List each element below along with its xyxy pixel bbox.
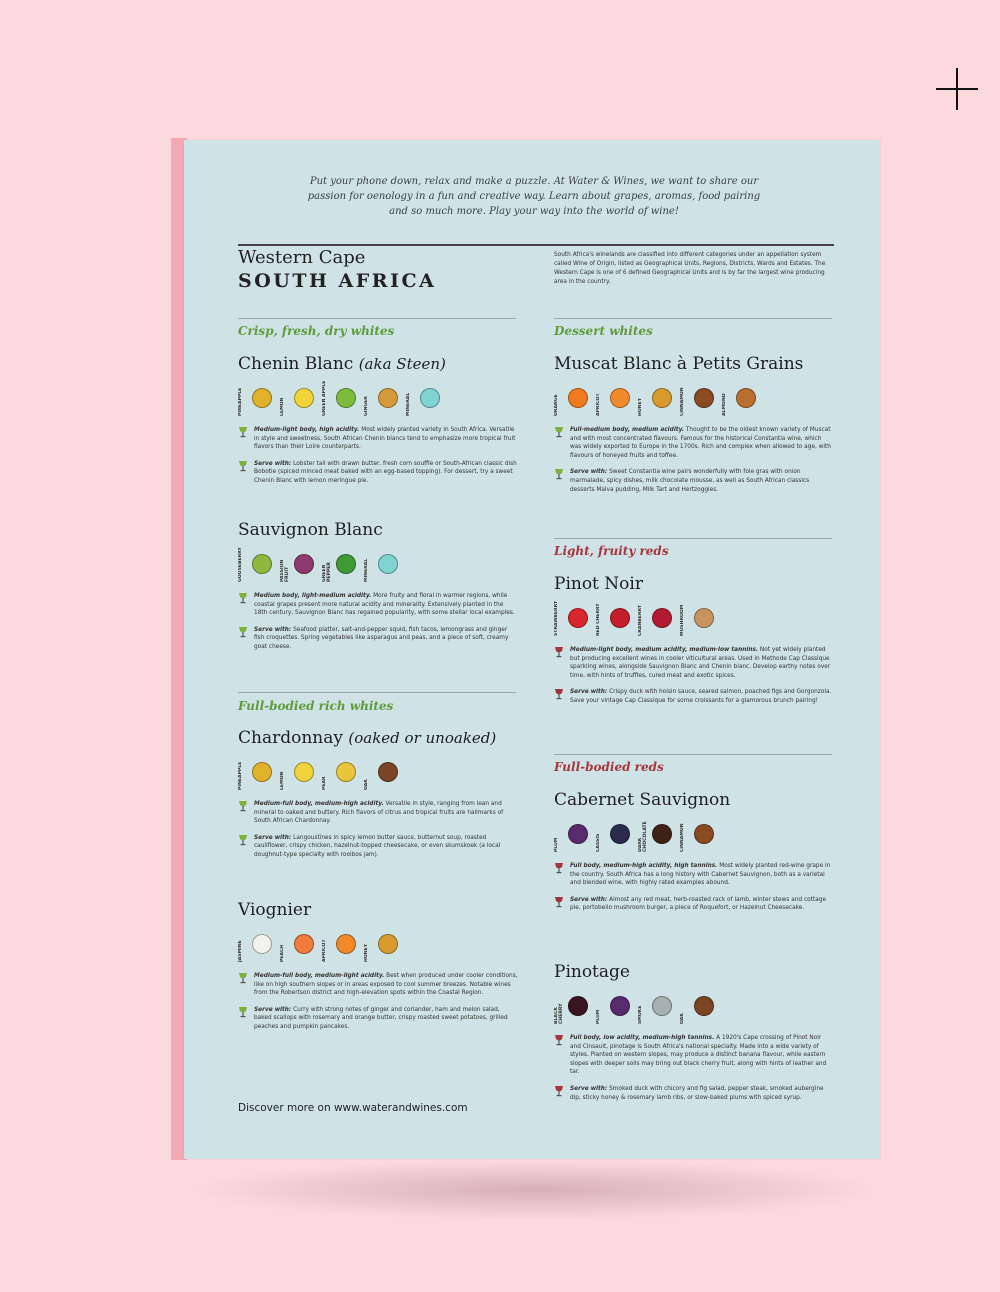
cinnamon-icon [694, 388, 714, 408]
cinnamon-icon [694, 824, 714, 844]
region-title: Western Cape [238, 247, 366, 268]
wine-glass-icon [238, 800, 248, 812]
wine-name [238, 520, 518, 540]
body-note [554, 426, 834, 460]
serve-note-text: Lobster tail with drawn butter, fresh corn souffle or South-African classic dish Bobotie (spiced minced meat baked with an egg-based topping). For dessert, try a sweet Chenin Blanc with lemon meringue pie. [254, 460, 517, 484]
country-title: SOUTH AFRICA [238, 270, 437, 292]
wine-name [554, 790, 834, 810]
wine-glass-icon [554, 646, 564, 658]
aroma-item [680, 816, 720, 852]
diamond-icon [420, 388, 440, 408]
serve-glass-icon [554, 468, 564, 480]
body-note-text: More fruity and floral in warmer regions, while coastal grapes present more natural acidity and minerality. Extensively planted in the 18th century, Sauvignon Blanc has regained popularity, with some stellar local examples. [254, 593, 515, 617]
jasmine-icon [252, 934, 272, 954]
aroma-label: PLUM [596, 1009, 601, 1024]
wine-name-text: Cabernet Sauvignon [554, 790, 731, 810]
aroma-label: BLACK CHERRY [554, 1003, 564, 1024]
wine-notes [238, 592, 518, 652]
body-note-label: Medium-full body, medium-light acidity. [254, 973, 385, 979]
aroma-item [596, 380, 636, 416]
aroma-item [554, 816, 594, 852]
section-rule [238, 692, 516, 693]
serve-glass-icon [238, 1006, 248, 1018]
aroma-item [238, 926, 278, 962]
wine-notes [554, 862, 834, 913]
passion-fruit-icon [294, 554, 314, 574]
wine-name-text: Sauvignon Blanc [238, 520, 383, 540]
aroma-label: MUSHROOM [680, 604, 685, 636]
aroma-item [322, 546, 362, 582]
serve-note-text: Almost any red meat, herb-roasted rack of lamb, winter stews and cottage pie, portobello mushroom burger, a piece of Roquefort, or Hazelnut Cheesecake. [570, 896, 827, 912]
body-note-label: Full-medium body, medium acidity. [570, 427, 685, 433]
serve-glass-icon [554, 1085, 564, 1097]
body-note-label: Full body, low acidity, medium-high tannins. [570, 1035, 715, 1041]
header-rule [238, 244, 834, 246]
wine-chardonnay [238, 728, 518, 868]
aroma-item [554, 988, 594, 1024]
serve-glass-icon [238, 834, 248, 846]
aroma-item [322, 380, 362, 416]
wine-glass-icon [238, 972, 248, 984]
serve-note-text: Langoustines in spicy lemon butter sauce, butternut soup, roasted cauliflower, crispy chicken, hazelnut-topped cheesecake, or even skumskoek (a local doughnut-type specialty with rooibos jam). [254, 834, 501, 858]
plum-icon [568, 824, 588, 844]
serve-note-text: Sweet Constantia wine pairs wonderfully with foie gras with onion marmalade, spicy dishes, milk chocolate mousse, as well as South African classics desserts Malva pudding, Milk Tart and Hertzoggies. [570, 469, 810, 493]
aroma-label: HONEY [638, 397, 643, 416]
aroma-item [638, 988, 678, 1024]
wine-sauvignon-blanc [238, 520, 518, 660]
region-description: South Africa's winelands are classified into different categories under an appellation system called Wine of Origin, listed as Geographical Units, Regions, Districts, Wards and Estates. The Western Cape is one of 6 defined Geographical Units and is by far the largest wine producing area in the country. [554, 252, 826, 285]
serve-note-label: Serve with: [254, 1006, 292, 1013]
barrel-icon [378, 762, 398, 782]
aroma-label: PASSION FRUIT [280, 559, 290, 582]
wine-glass-icon [554, 862, 564, 874]
body-note [554, 646, 834, 680]
serve-note [554, 468, 834, 494]
body-note-label: Full body, medium-high acidity, high tannins. [570, 863, 718, 869]
serve-note [238, 1006, 518, 1032]
aroma-label: LEMON [280, 771, 285, 790]
wine-cabernet-sauvignon [554, 790, 834, 921]
section-crisp-whites: Crisp, fresh, dry whites [238, 324, 395, 338]
pepper-icon [336, 554, 356, 574]
serve-note [238, 626, 518, 652]
aroma-row [238, 380, 518, 416]
serve-note [554, 1085, 834, 1102]
aroma-item [554, 380, 594, 416]
aroma-row [554, 816, 834, 852]
wine-pinotage [554, 962, 834, 1110]
wine-notes [554, 646, 834, 706]
barrel-icon [694, 996, 714, 1016]
aroma-label: CRANBERRY [638, 604, 643, 636]
aroma-item [280, 926, 320, 962]
apricot-icon [336, 934, 356, 954]
aroma-label: OAK [680, 1013, 685, 1024]
wine-notes [238, 800, 518, 860]
serve-note-label: Serve with: [570, 1085, 608, 1092]
aroma-label: SMOKE [638, 1005, 643, 1024]
lemon-icon [294, 388, 314, 408]
wine-name-text: Chenin Blanc [238, 354, 354, 374]
wine-name-text: Chardonnay [238, 728, 343, 748]
serve-note-text: Curry with strong notes of ginger and coriander, ham and melon salad, baked scallops with rosemary and orange butter, crispy roasted sweet potatoes, grilled peaches and pumpkin pancakes. [254, 1006, 508, 1030]
aroma-label: LEMON [280, 397, 285, 416]
aroma-label: GINGER [364, 396, 369, 416]
aroma-item [596, 816, 636, 852]
serve-glass-icon [554, 688, 564, 700]
body-note-label: Medium-light body, medium acidity, medium-low tannins. [570, 647, 759, 653]
zoom-plus-icon[interactable] [934, 66, 980, 112]
aroma-row [554, 380, 834, 416]
section-rule [238, 318, 516, 319]
wine-notes [554, 1034, 834, 1102]
apricot-icon [610, 388, 630, 408]
aroma-label: JASMINE [238, 940, 243, 962]
serve-glass-icon [554, 896, 564, 908]
aroma-item [638, 816, 678, 852]
mushroom-icon [694, 608, 714, 628]
serve-note [238, 834, 518, 860]
honey-dipper-icon [652, 388, 672, 408]
aroma-item [364, 546, 404, 582]
serve-note-label: Serve with: [254, 460, 292, 467]
wine-muscat [554, 354, 834, 502]
aroma-label: PEACH [280, 944, 285, 962]
body-note [238, 426, 518, 452]
lemon-icon [294, 762, 314, 782]
body-note-text: Best when produced under cooler conditions, like on high southern slopes or in areas exposed to cool summer breezes. Notable wines from the Robertson district and high-elevation spots within the Coastal Region. [254, 973, 518, 997]
aroma-label: ORANGE [554, 394, 559, 416]
body-note [554, 1034, 834, 1077]
serve-note-label: Serve with: [254, 834, 292, 841]
cranberry-icon [652, 608, 672, 628]
gooseberry-icon [252, 554, 272, 574]
aroma-item [596, 600, 636, 636]
aroma-label: OAK [364, 779, 369, 790]
aroma-label: ALMOND [722, 393, 727, 416]
plum-icon [610, 996, 630, 1016]
wine-glass-icon [238, 426, 248, 438]
wine-name [238, 900, 518, 920]
aroma-item [596, 988, 636, 1024]
wine-name [238, 354, 518, 374]
wine-name-text: Pinot Noir [554, 574, 643, 594]
aroma-label: APRICOT [322, 939, 327, 962]
wine-name-text: Muscat Blanc à Petits Grains [554, 354, 804, 374]
aroma-item [680, 380, 720, 416]
black-cherry-icon [568, 996, 588, 1016]
aroma-label: PINEAPPLE [238, 761, 243, 790]
body-note-text: A 1920's Cape crossing of Pinot Noir and Cinsault, pinotage is South Africa's national specialty. Made into a wide variety of styles. Planted on western slopes, may produce a distinct banana flavour, while eastern slopes with deeper soils may bring out black cherry fruit, along with hints of leather and tar. [570, 1035, 827, 1076]
aroma-label: HONEY [364, 943, 369, 962]
aroma-label: MINERAL [364, 558, 369, 582]
body-note-text: Thought to be the oldest known variety of Muscat and with most concentrated flavours. Famous for the historical Constantia wine, which was widely exported to Europe in the 1700s. Rich and complex when allowed to age, with flavours of honeyed fruits and toffee. [570, 427, 831, 459]
peach-icon [294, 934, 314, 954]
aroma-label: PLUM [554, 837, 559, 852]
body-note-text: Not yet widely planted but producing excellent wines in cooler viticultural areas. Used in Methode Cap Classique sparkling wines, alongside Sauvignon Blanc and Chenin blanc. Develop earthy notes over time, with hints of truffles, cured meat and exotic spices. [570, 647, 831, 679]
aroma-item [554, 600, 594, 636]
strawberry-icon [568, 608, 588, 628]
section-full-whites: Full-bodied rich whites [238, 699, 394, 713]
section-full-reds: Full-bodied reds [554, 760, 664, 774]
almond-icon [736, 388, 756, 408]
section-rule [554, 538, 832, 539]
serve-note [554, 896, 834, 913]
pineapple-icon [252, 388, 272, 408]
body-note [238, 592, 518, 618]
aroma-item [406, 380, 446, 416]
serve-glass-icon [238, 626, 248, 638]
body-note-text: Versatile in style, ranging from lean and mineral to oaked and buttery. Rich flavors of citrus and tropical fruits are hallmarks of South African Chardonnay. [254, 801, 504, 825]
serve-note-text: Smoked duck with chicory and fig salad, pepper steak, smoked aubergine dip, sticky honey & rosemary lamb ribs, or slow-baked plums with spiced syrup. [570, 1085, 824, 1101]
serve-note [554, 688, 834, 705]
body-note [554, 862, 834, 888]
aroma-label: CINNAMON [680, 823, 685, 852]
aroma-row [238, 926, 518, 962]
aroma-item [280, 754, 320, 790]
aroma-item [364, 380, 404, 416]
wine-aka: (oaked or unoaked) [348, 729, 497, 747]
aroma-row [554, 600, 834, 636]
wine-name [554, 962, 834, 982]
aroma-label: CINNAMON [680, 387, 685, 416]
wine-name-text: Viognier [238, 900, 312, 920]
aroma-row [238, 754, 518, 790]
aroma-label: PEAR [322, 776, 327, 790]
cassis-icon [610, 824, 630, 844]
wine-notes [554, 426, 834, 494]
pineapple-icon [252, 762, 272, 782]
aroma-item [238, 754, 278, 790]
box-shadow [190, 1160, 880, 1220]
aroma-label: GOOSEBERRY [238, 547, 243, 582]
aroma-item [322, 754, 362, 790]
pear-icon [336, 762, 356, 782]
body-note-text: Most widely planted red-wine grape in the country. South Africa has a long history with Cabernet Sauvignon, both as a varietal and blended wine, with highly rated examples abound. [570, 863, 831, 887]
aroma-label: RED CHERRY [596, 603, 601, 636]
wine-notes [238, 426, 518, 486]
intro-text: Put your phone down, relax and make a puzzle. At Water & Wines, we want to share our passion for oenology in a fun and creative way. Learn about grapes, aromas, food pairing and so much more. Play your way into the world of wine! [307, 176, 761, 217]
aroma-item [722, 380, 762, 416]
smoke-icon [652, 996, 672, 1016]
serve-glass-icon [238, 460, 248, 472]
wine-name-text: Pinotage [554, 962, 630, 982]
serve-note-text: Crispy duck with hoisin sauce, seared salmon, poached figs and Gorgonzola. Save your vintage Cap Classique for some croissants for a glamorous brunch pairing! [570, 689, 832, 704]
serve-note-label: Serve with: [570, 896, 608, 903]
apple-icon [336, 388, 356, 408]
aroma-item [322, 926, 362, 962]
section-light-reds: Light, fruity reds [554, 544, 669, 558]
aroma-item [364, 926, 404, 962]
wine-chenin-blanc [238, 354, 518, 494]
aroma-label: GREEN APPLE [322, 380, 327, 416]
wine-aka: (aka Steen) [358, 355, 446, 373]
wine-glass-icon [554, 1034, 564, 1046]
aroma-item [238, 546, 278, 582]
serve-note-label: Serve with: [570, 469, 608, 476]
serve-note-label: Serve with: [254, 626, 292, 633]
wine-notes [238, 972, 518, 1032]
wine-glass-icon [554, 426, 564, 438]
cherry-icon [610, 608, 630, 628]
wine-pinot-noir [554, 574, 834, 714]
aroma-row [554, 988, 834, 1024]
wine-name [238, 728, 518, 748]
chocolate-icon [652, 824, 672, 844]
aroma-label: CASSIS [596, 833, 601, 852]
footer-website-link[interactable]: Discover more on www.waterandwines.com [238, 1102, 468, 1114]
body-note [238, 800, 518, 826]
aroma-item [364, 754, 404, 790]
wine-name [554, 354, 834, 374]
body-note [238, 972, 518, 998]
orange-icon [568, 388, 588, 408]
honey-dipper-icon [378, 934, 398, 954]
aroma-label: GREEN PEPPER [322, 562, 332, 582]
body-note-label: Medium-light body, high acidity. [254, 427, 360, 433]
section-rule [554, 318, 832, 319]
aroma-item [280, 546, 320, 582]
body-note-label: Medium body, light-medium acidity. [254, 593, 372, 599]
aroma-item [638, 600, 678, 636]
wine-name [554, 574, 834, 594]
section-dessert-whites: Dessert whites [554, 324, 653, 338]
serve-note-text: Seafood platter, salt-and-pepper squid, fish tacos, lemongrass and ginger fish croquettes. Spring vegetables like asparagus and peas, and a piece of soft, creamy goat cheese. [254, 626, 509, 650]
wine-glass-icon [238, 592, 248, 604]
diamond-icon [378, 554, 398, 574]
aroma-label: STRAWBERRY [554, 600, 559, 636]
aroma-item [280, 380, 320, 416]
puzzle-box-back [184, 140, 880, 1159]
aroma-item [238, 380, 278, 416]
aroma-item [680, 600, 720, 636]
aroma-item [638, 380, 678, 416]
body-note-text: Most widely planted variety in South Africa. Versatile in style and sweetness, South African Chenin blancs tend to emphasize more tropical fruit flavors than their Loire counterparts. [254, 427, 516, 451]
aroma-label: MINERAL [406, 392, 411, 416]
serve-note-label: Serve with: [570, 689, 608, 696]
aroma-label: DARK CHOCOLATE [638, 821, 648, 852]
ginger-icon [378, 388, 398, 408]
section-rule [554, 754, 832, 755]
wine-viognier [238, 900, 518, 1040]
aroma-label: APRICOT [596, 393, 601, 416]
aroma-item [680, 988, 720, 1024]
aroma-label: PINEAPPLE [238, 387, 243, 416]
serve-note [238, 460, 518, 486]
aroma-row [238, 546, 518, 582]
body-note-label: Medium-full body, medium-high acidity. [254, 801, 384, 807]
